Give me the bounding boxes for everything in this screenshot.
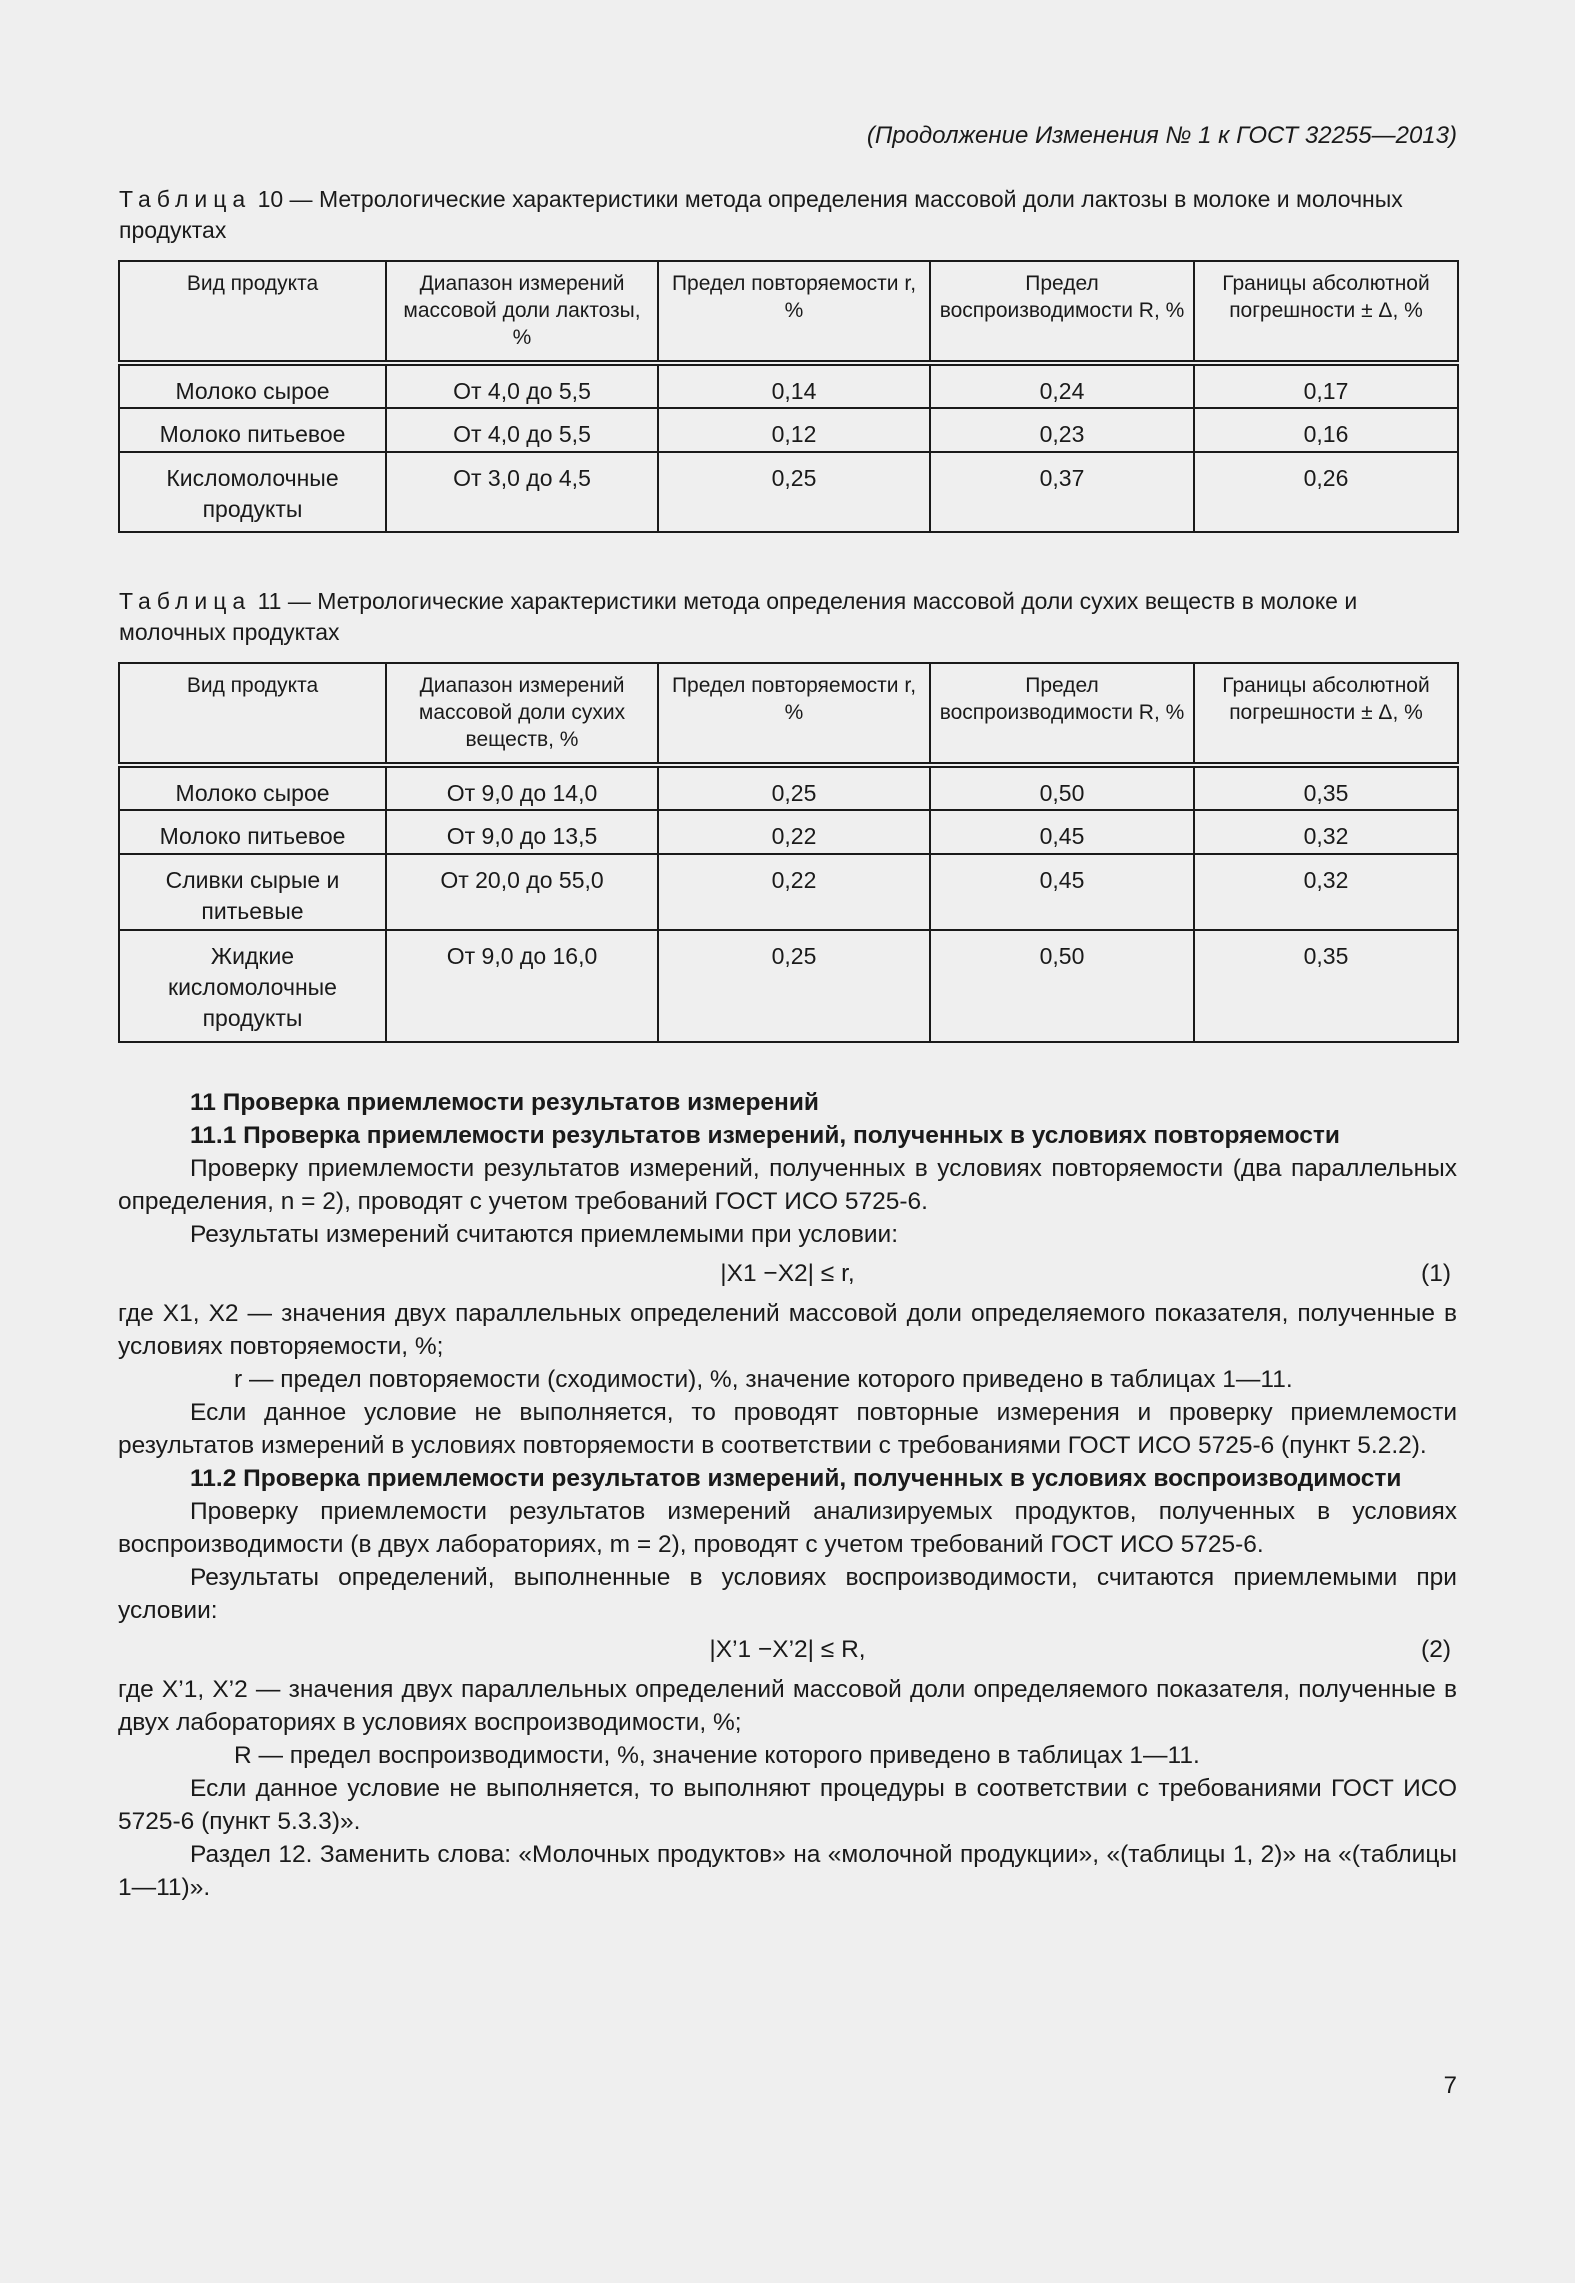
table11-cell: 0,35 [1194,765,1458,810]
where-2-label: где X’1, X’2 — [118,1676,281,1703]
table-row [119,930,1458,1042]
section-12-paragraph: Раздел 12. Заменить слова: «Молочных продуктов» на «молочной продукции», «(таблицы 1, 2)» на «(таблицы 1—11)». [118,1841,1457,1901]
table10-header-reproducibility: Предел воспроизводимости R, % [930,261,1194,363]
table10-cell: От 4,0 до 5,5 [386,408,658,452]
table10-header-error: Границы абсолютной погрешности ± Δ, % [1194,261,1458,363]
table10-cell: 0,26 [1194,452,1458,532]
paragraph: Если данное условие не выполняется, то выполняют процедуры в соответствии с требованиями ГОСТ ИСО 5725-6 (пункт 5.3.3)». [118,1775,1457,1835]
table-row [119,854,1458,930]
table11-cell: 0,45 [930,854,1194,930]
table-row [119,810,1458,854]
running-header: (Продолжение Изменения № 1 к ГОСТ 32255—2013) [866,122,1457,149]
section-11-body [118,1086,1457,1904]
table11-cell: Сливки сырые и питьевые [119,854,386,930]
where-2-definition [118,1673,1457,1739]
table10-header-range: Диапазон измерений массовой доли лактозы, % [386,261,658,363]
table11-header-error: Границы абсолютной погрешности ± Δ, % [1194,663,1458,765]
table11-cell: 0,22 [658,854,930,930]
table11-cell: От 9,0 до 14,0 [386,765,658,810]
table11-caption-text: 11 — Метрологические характеристики метода определения массовой доли сухих веществ в молоке и молочных продуктах [119,588,1358,645]
table11-cell: От 9,0 до 13,5 [386,810,658,854]
table10-cell: 0,16 [1194,408,1458,452]
table10-header-repeatability: Предел повторяемости r, % [658,261,930,363]
table11-header-range: Диапазон измерений массовой доли сухих веществ, % [386,663,658,765]
formula-2-expression: |X’1 −X’2| ≤ R, [709,1636,866,1663]
table10 [118,260,1459,533]
table11-cell: 0,50 [930,765,1194,810]
table10-cell: 0,12 [658,408,930,452]
table11-cell: 0,45 [930,810,1194,854]
where-2-R-definition: R — предел воспроизводимости, %, значение которого приведено в таблицах 1—11. [234,1742,1200,1769]
where-1-text: значения двух параллельных определений массовой доли определяемого показателя, полученные в условиях повторяемости, %; [118,1300,1458,1360]
page-number: 7 [1443,2072,1457,2099]
table-row [119,452,1458,532]
table10-header-product: Вид продукта [119,261,386,363]
table11-cell: Жидкие кисломолочные продукты [119,930,386,1042]
formula-1 [118,1251,1457,1297]
table10-cell: 0,37 [930,452,1194,532]
formula-2-number: (2) [1421,1636,1451,1663]
table11-cell: От 9,0 до 16,0 [386,930,658,1042]
table10-cell: Молоко сырое [119,363,386,408]
formula-1-expression: |X1 −X2| ≤ r, [720,1260,855,1287]
table-row [119,408,1458,452]
table10-cell: 0,25 [658,452,930,532]
table11-cell: 0,25 [658,930,930,1042]
paragraph: Если данное условие не выполняется, то проводят повторные измерения и проверку приемлемости результатов измерений в условиях повторяемости в соответствии с требованиями ГОСТ ИСО 5725-6 (пункт 5.2.2). [118,1399,1457,1459]
formula-2 [118,1627,1457,1673]
where-1-definition [118,1297,1457,1363]
table11-cell: 0,50 [930,930,1194,1042]
table11-caption [119,586,1457,648]
table10-cell: 0,17 [1194,363,1458,408]
table10-caption-text: 10 — Метрологические характеристики метода определения массовой доли лактозы в молоке и молочных продуктах [119,186,1403,243]
table11-cell: 0,35 [1194,930,1458,1042]
table11-caption-word: Таблица [119,588,252,614]
table-row [119,363,1458,408]
table11-cell: Молоко питьевое [119,810,386,854]
table-row [119,765,1458,810]
paragraph: Результаты определений, выполненные в условиях воспроизводимости, считаются приемлемыми при условии: [118,1564,1457,1624]
section-11-2-title: 11.2 Проверка приемлемости результатов измерений, полученных в условиях воспроизводимости [190,1465,1402,1492]
table10-cell: От 3,0 до 4,5 [386,452,658,532]
table11 [118,662,1459,1043]
table11-cell: 0,32 [1194,854,1458,930]
table10-cell: 0,24 [930,363,1194,408]
paragraph: Результаты измерений считаются приемлемыми при условии: [190,1221,899,1248]
table10-cell: От 4,0 до 5,5 [386,363,658,408]
table11-header-repeatability: Предел повторяемости r, % [658,663,930,765]
formula-1-number: (1) [1421,1260,1451,1287]
table10-cell: Кисломолочные продукты [119,452,386,532]
table10-caption-word: Таблица [119,186,252,212]
table11-cell: 0,22 [658,810,930,854]
paragraph: Проверку приемлемости результатов измерений анализируемых продуктов, полученных в условиях воспроизводимости (в двух лабораториях, m = 2), проводят с учетом требований ГОСТ ИСО 5725-6. [118,1498,1457,1558]
where-1-r-definition: r — предел повторяемости (сходимости), %, значение которого приведено в таблицах 1—11. [234,1366,1293,1393]
table11-cell: Молоко сырое [119,765,386,810]
table11-cell: От 20,0 до 55,0 [386,854,658,930]
table11-cell: 0,32 [1194,810,1458,854]
table10-caption [119,184,1457,246]
where-2-text: значения двух параллельных определений массовой доли определяемого показателя, полученные в двух лабораториях в условиях воспроизводимости, %; [118,1676,1458,1736]
table10-cell: 0,23 [930,408,1194,452]
table10-cell: Молоко питьевое [119,408,386,452]
where-1-label: где X1, X2 — [118,1300,273,1327]
paragraph: Проверку приемлемости результатов измерений, полученных в условиях повторяемости (два параллельных определения, n = 2), проводят с учетом требований ГОСТ ИСО 5725-6. [118,1155,1457,1215]
table11-header-product: Вид продукта [119,663,386,765]
table11-header-reproducibility: Предел воспроизводимости R, % [930,663,1194,765]
table10-cell: 0,14 [658,363,930,408]
section-11-1-title: 11.1 Проверка приемлемости результатов измерений, полученных в условиях повторяемости [190,1122,1340,1149]
section-11-title: 11 Проверка приемлемости результатов измерений [190,1089,819,1116]
table11-cell: 0,25 [658,765,930,810]
